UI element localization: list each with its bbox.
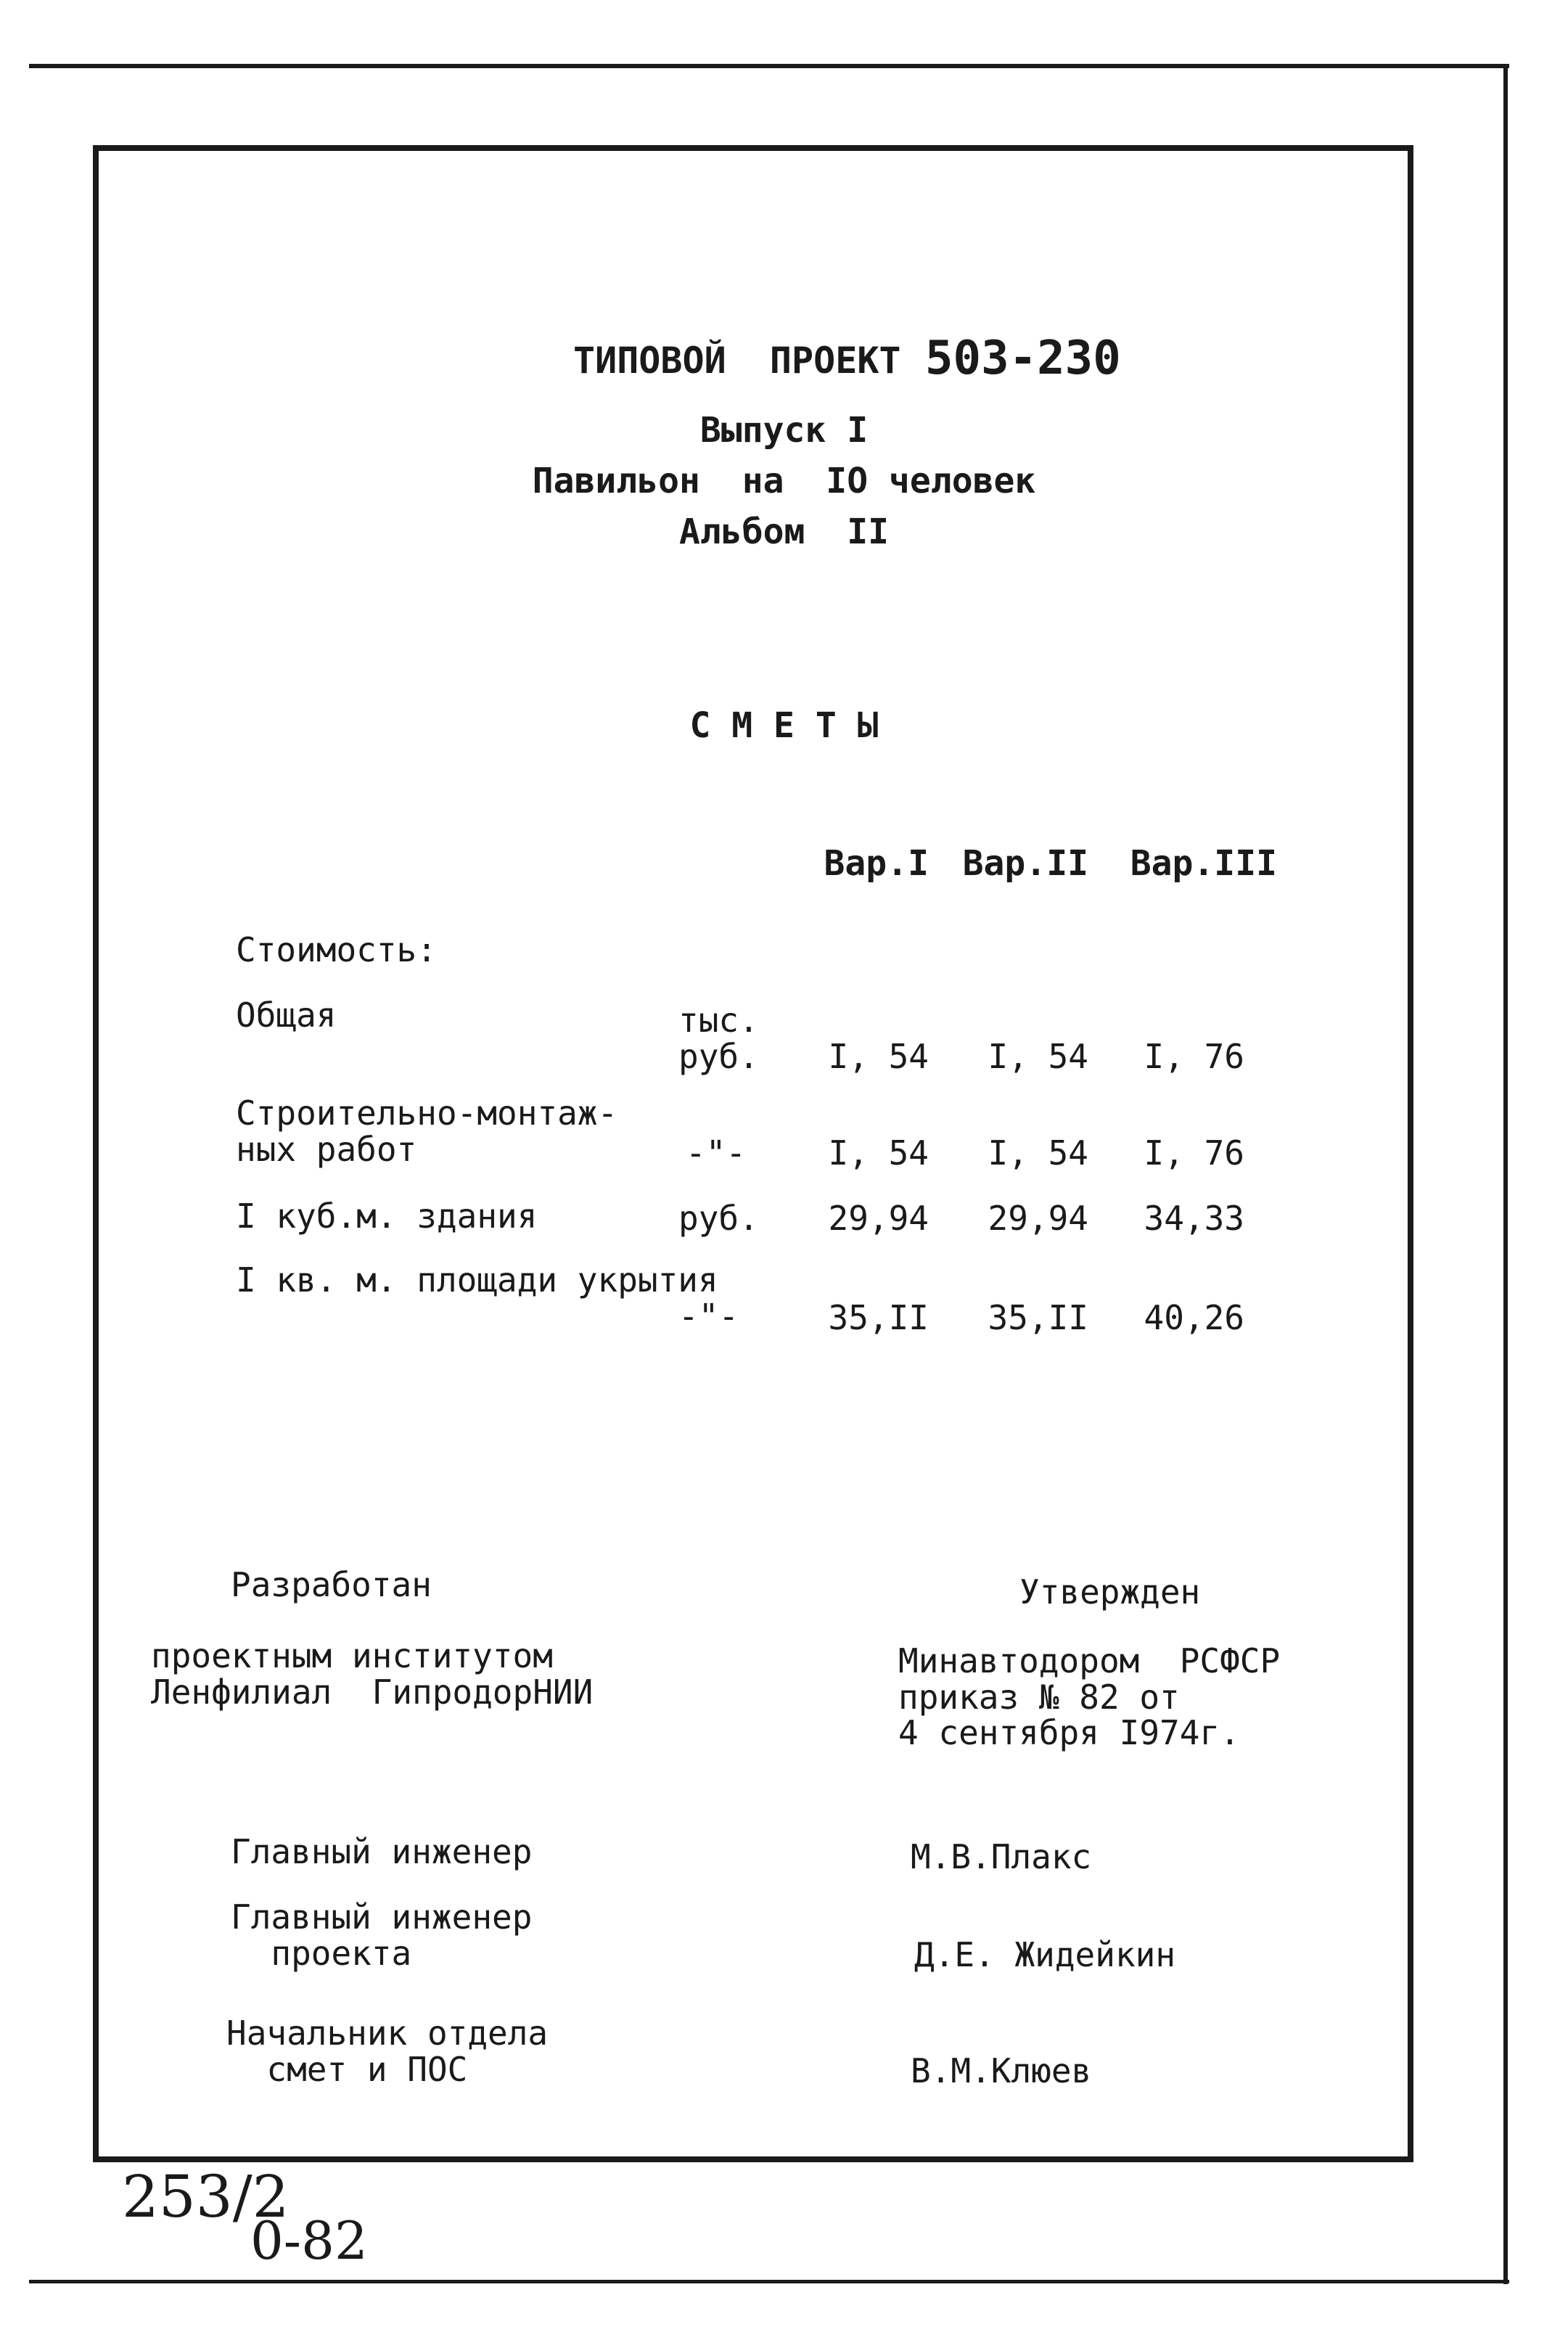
cell-value: 40,26 — [1144, 1298, 1244, 1337]
cell-value: 35,II — [988, 1298, 1088, 1337]
sheet-bottom-line — [29, 2280, 1509, 2283]
row-unit: тыс. руб. — [678, 1001, 759, 1076]
signature-name: В.М.Клюев — [911, 2051, 1092, 2090]
signature-role: Начальник отдела смет и ПОС — [226, 2014, 549, 2089]
sheet-right-line — [1503, 64, 1508, 2284]
cell-value: I, 54 — [988, 1037, 1088, 1076]
cell-value: I, 54 — [988, 1133, 1088, 1173]
project-number: 503-230 — [925, 332, 1121, 385]
cell-value: 34,33 — [1144, 1199, 1244, 1238]
row-label: I кв. м. площади укрытия — [236, 1260, 718, 1300]
handwritten-code: 0-82 — [250, 2210, 368, 2271]
sheet-top-line — [29, 64, 1509, 68]
signature-role: Главный инженер — [231, 1832, 533, 1871]
signature-name: М.В.Плакс — [911, 1837, 1092, 1876]
row-label: I куб.м. здания — [236, 1196, 538, 1236]
pavilion-label: Павильон на IO человек — [532, 461, 1036, 501]
cell-value: 29,94 — [988, 1199, 1088, 1238]
issue-label: Выпуск I — [699, 410, 869, 451]
developed-heading: Разработан — [231, 1565, 432, 1604]
cell-value: 35,II — [828, 1298, 929, 1337]
row-unit: -"- — [686, 1133, 747, 1173]
project-label: ТИПОВОЙ ПРОЕКТ — [573, 340, 901, 382]
cell-value: I, 76 — [1144, 1133, 1244, 1173]
cell-value: I, 76 — [1144, 1037, 1244, 1076]
signature-name: Д.Е. Жидейкин — [914, 1935, 1176, 1974]
handwritten-number: 253/2 — [122, 2163, 290, 2230]
approved-heading: Утвержден — [1019, 1572, 1201, 1612]
column-header: Вар.II — [962, 843, 1088, 884]
developed-org: проектным институтом Ленфилиал ГипродорНИИ — [151, 1636, 594, 1712]
row-unit: -"- — [678, 1297, 739, 1336]
approved-text: Минавтодором РСФСР приказ № 82 от 4 сентября I974г. — [898, 1641, 1281, 1753]
row-unit: руб. — [678, 1199, 759, 1238]
signature-role: Главный инженер проекта — [231, 1897, 533, 1973]
row-label: Строительно-монтаж- ных работ — [236, 1093, 618, 1169]
row-label: Общая — [236, 996, 337, 1035]
table-caption: Стоимость: — [236, 930, 437, 969]
album-label: Альбом II — [679, 512, 889, 552]
section-title: С М Е Т Ы — [689, 705, 879, 746]
cell-value: 29,94 — [828, 1199, 929, 1238]
column-header: Вар.III — [1130, 843, 1277, 884]
column-header: Вар.I — [824, 843, 929, 884]
cell-value: I, 54 — [828, 1037, 929, 1076]
cell-value: I, 54 — [828, 1133, 929, 1173]
